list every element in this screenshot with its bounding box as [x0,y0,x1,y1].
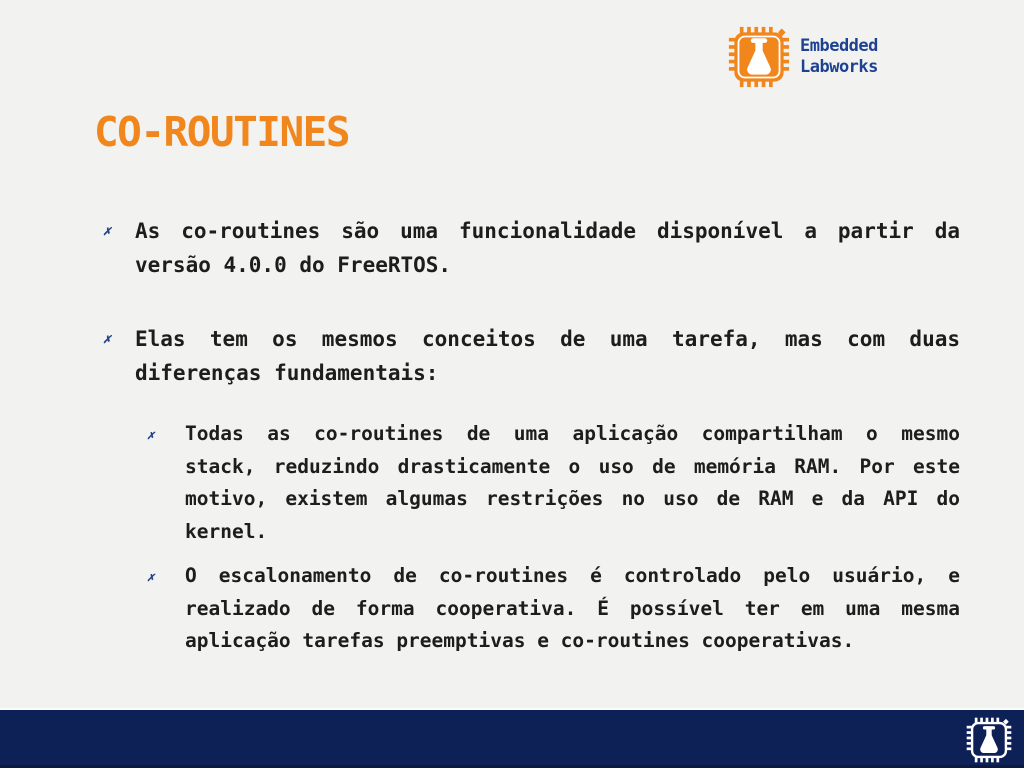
bullet-item [0,560,960,658]
brand-name-line2: Labworks [800,57,878,77]
bullet-line: kernel. [185,519,268,543]
bullet-line: motivo, existem algumas restrições no uso de RAM e da API do [185,487,960,510]
footer-bar [0,710,1024,768]
bullet-line: diferenças fundamentais: [135,361,439,385]
bullet-text [135,214,960,282]
bullet-item [0,214,960,282]
bullet-line: realizado de forma cooperativa. É possível ter em uma mesma [185,596,960,620]
bullet-list [0,214,1024,658]
x-bullet-icon: ✗ [103,332,111,347]
page-title: CO-ROUTINES [94,108,350,156]
bullet-line: Todas as co-routines de uma aplicação compartilham o mesmo [185,422,960,445]
bullet-line: versão 4.0.0 do FreeRTOS. [135,253,452,277]
bullet-line: aplicação tarefas preemptivas e co-routines cooperativas. [185,629,855,652]
chip-flask-icon [728,26,790,88]
bullet-line: O escalonamento de co-routines é controlado pelo usuário, e [185,564,960,587]
bullet-line: stack, reduzindo drasticamente o uso de memória RAM. Por este [185,454,960,478]
x-bullet-icon: ✗ [147,428,155,442]
bullet-line: Elas tem os mesmos conceitos de uma tarefa, mas com duas [135,327,960,351]
brand-logo [728,26,878,88]
footer-chip-flask-icon [966,717,1012,763]
bullet-item [0,418,960,548]
bullet-text [135,322,960,390]
bullet-text [185,418,960,548]
x-bullet-icon: ✗ [103,224,111,239]
brand-name-line1: Embedded [800,36,878,56]
bullet-text [185,560,960,658]
bullet-line: As co-routines são uma funcionalidade disponível a partir da [135,219,960,243]
bullet-item [0,322,960,390]
x-bullet-icon: ✗ [147,570,155,584]
brand-name [800,36,878,78]
